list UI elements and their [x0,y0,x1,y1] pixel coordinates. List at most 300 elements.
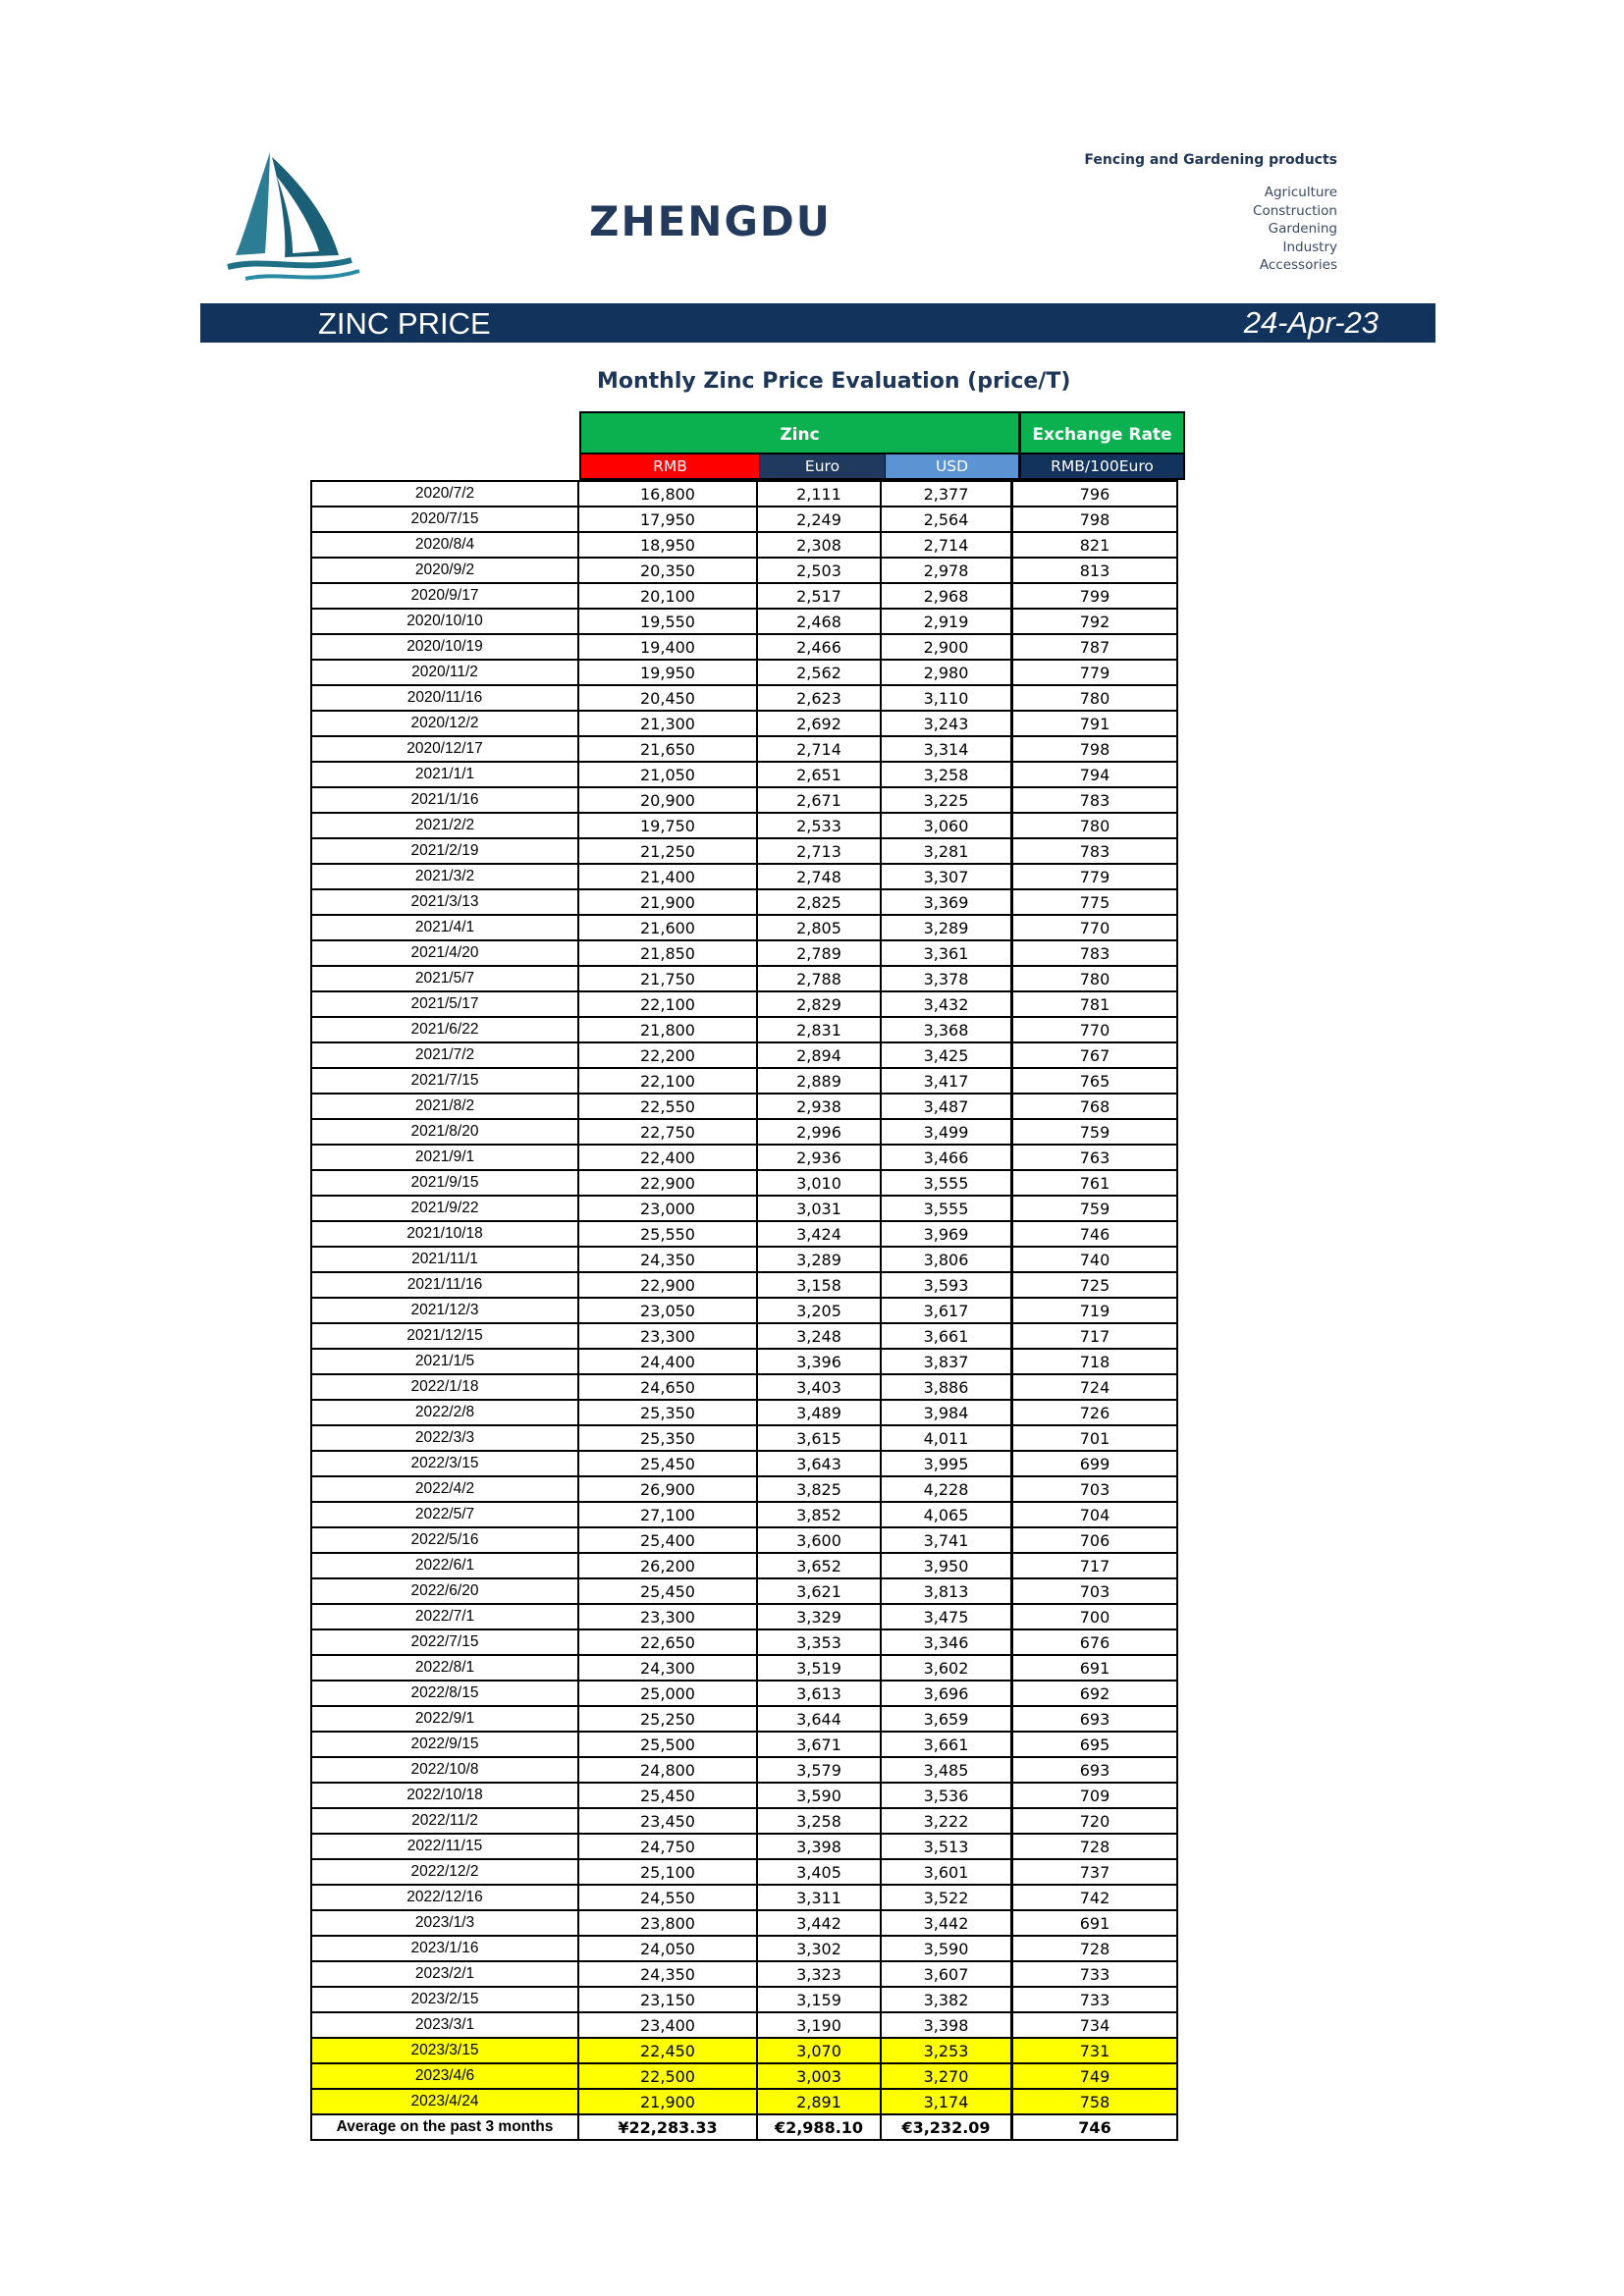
euro-cell: 3,323 [757,1961,881,1987]
rate-cell: 780 [1012,813,1178,838]
euro-cell: 3,671 [757,1732,881,1757]
sailboat-logo-icon [226,147,363,290]
category-item: Agriculture [1264,185,1337,200]
euro-cell: 3,644 [757,1706,881,1732]
euro-cell: 3,329 [757,1604,881,1629]
rate-cell: 759 [1012,1119,1178,1145]
usd-cell: 3,741 [881,1527,1012,1553]
table-row [311,1119,1177,1145]
date-cell: 2022/12/16 [311,1885,578,1910]
euro-cell: 2,111 [757,481,881,507]
rmb-column-header: RMB [579,454,760,480]
usd-cell: 3,659 [881,1706,1012,1732]
date-cell: 2021/2/2 [311,813,578,838]
date-cell: 2021/7/15 [311,1068,578,1094]
table-row [311,1323,1177,1349]
date-cell: 2022/8/1 [311,1655,578,1681]
usd-cell: 3,602 [881,1655,1012,1681]
date-cell: 2021/5/17 [311,991,578,1017]
date-cell: 2023/1/3 [311,1910,578,1936]
date-cell: 2021/7/2 [311,1042,578,1068]
date-cell: 2021/12/15 [311,1323,578,1349]
table-row [311,1145,1177,1170]
rate-cell: 720 [1012,1808,1178,1834]
rate-cell: 783 [1012,940,1178,966]
euro-cell: 3,590 [757,1783,881,1808]
rate-cell: 725 [1012,1272,1178,1298]
euro-cell: 3,424 [757,1221,881,1247]
rmb-cell: 19,750 [578,813,757,838]
usd-cell: 4,228 [881,1476,1012,1502]
rmb-cell: 21,900 [578,889,757,915]
table-row [311,1068,1177,1094]
rate-cell: 731 [1012,2038,1178,2063]
category-item: Accessories [1259,257,1337,274]
table-row [311,1042,1177,1068]
rate-cell: 767 [1012,1042,1178,1068]
rmb-cell: 23,400 [578,2012,757,2038]
exchange-rate-group-header: Exchange Rate [1018,411,1185,454]
usd-cell: 3,590 [881,1936,1012,1961]
usd-cell: 3,813 [881,1578,1012,1604]
usd-cell: 3,289 [881,915,1012,940]
euro-cell: 2,692 [757,711,881,736]
table-row [311,1706,1177,1732]
euro-cell: 2,789 [757,940,881,966]
euro-cell: 3,613 [757,1681,881,1706]
table-row [311,1553,1177,1578]
rmb-cell: 23,450 [578,1808,757,1834]
rmb-cell: 22,550 [578,1094,757,1119]
rate-cell: 783 [1012,838,1178,864]
rmb-cell: 23,300 [578,1323,757,1349]
rate-cell: 703 [1012,1578,1178,1604]
usd-cell: 3,442 [881,1910,1012,1936]
rmb-cell: 21,750 [578,966,757,991]
usd-cell: 2,968 [881,583,1012,609]
date-cell: 2021/10/18 [311,1221,578,1247]
table-row [311,1298,1177,1323]
table-row [311,1502,1177,1527]
euro-cell: 2,805 [757,915,881,940]
usd-cell: 3,346 [881,1629,1012,1655]
rate-cell: 704 [1012,1502,1178,1527]
table-row [311,660,1177,685]
date-cell: 2021/3/13 [311,889,578,915]
date-cell: 2020/10/10 [311,609,578,634]
date-cell: 2022/10/8 [311,1757,578,1783]
rmb-cell: 19,550 [578,609,757,634]
rate-cell: 749 [1012,2063,1178,2089]
euro-cell: 3,070 [757,2038,881,2063]
euro-cell: 3,302 [757,1936,881,1961]
rmb-cell: 21,300 [578,711,757,736]
table-row [311,685,1177,711]
usd-cell: 3,253 [881,2038,1012,2063]
rate-cell: 775 [1012,889,1178,915]
table-row [311,481,1177,507]
rate-cell: 779 [1012,864,1178,889]
euro-cell: 3,396 [757,1349,881,1374]
euro-cell: 3,600 [757,1527,881,1553]
euro-cell: 3,353 [757,1629,881,1655]
date-cell: 2021/1/5 [311,1349,578,1374]
rmb-cell: 24,300 [578,1655,757,1681]
table-row [311,1451,1177,1476]
rmb-cell: 22,450 [578,2038,757,2063]
usd-cell: 3,485 [881,1757,1012,1783]
rmb-cell: 25,400 [578,1527,757,1553]
usd-cell: 4,065 [881,1502,1012,1527]
rate-cell: 700 [1012,1604,1178,1629]
date-cell: 2020/12/2 [311,711,578,736]
table-row [311,864,1177,889]
euro-cell: 3,258 [757,1808,881,1834]
table-row [311,991,1177,1017]
date-cell: 2020/11/2 [311,660,578,685]
table-row [311,915,1177,940]
euro-cell: 2,671 [757,787,881,813]
usd-cell: 3,837 [881,1349,1012,1374]
date-cell: 2023/1/16 [311,1936,578,1961]
table-row [311,2038,1177,2063]
rate-cell: 740 [1012,1247,1178,1272]
average-row [311,2114,1177,2140]
rmb-cell: 22,400 [578,1145,757,1170]
rate-cell: 718 [1012,1349,1178,1374]
table-row [311,1961,1177,1987]
rmb-cell: 23,150 [578,1987,757,2012]
rmb-cell: 21,250 [578,838,757,864]
table-row [311,1885,1177,1910]
rate-cell: 781 [1012,991,1178,1017]
euro-cell: 3,289 [757,1247,881,1272]
euro-cell: 3,579 [757,1757,881,1783]
usd-cell: 2,919 [881,609,1012,634]
usd-cell: 3,487 [881,1094,1012,1119]
date-cell: 2021/9/22 [311,1196,578,1221]
rate-cell: 701 [1012,1425,1178,1451]
euro-cell: 2,825 [757,889,881,915]
table-row [311,1247,1177,1272]
rmb-cell: 20,450 [578,685,757,711]
rate-cell: 759 [1012,1196,1178,1221]
date-cell: 2022/9/15 [311,1732,578,1757]
euro-cell: 3,442 [757,1910,881,1936]
date-cell: 2020/10/19 [311,634,578,660]
date-cell: 2021/9/15 [311,1170,578,1196]
rate-cell: 798 [1012,736,1178,762]
table-row [311,1425,1177,1451]
header-right [1084,152,1337,275]
rate-cell: 693 [1012,1706,1178,1732]
euro-cell: 3,405 [757,1859,881,1885]
rmb-cell: 25,250 [578,1706,757,1732]
usd-cell: 3,607 [881,1961,1012,1987]
rmb-cell: 25,350 [578,1400,757,1425]
table-row [311,1732,1177,1757]
usd-cell: 3,270 [881,2063,1012,2089]
rmb-cell: 19,950 [578,660,757,685]
rmb-cell: 21,400 [578,864,757,889]
date-cell: 2022/6/20 [311,1578,578,1604]
usd-cell: 3,060 [881,813,1012,838]
rmb-cell: 24,400 [578,1349,757,1374]
category-item: Industry [1282,239,1337,255]
date-cell: 2021/2/19 [311,838,578,864]
company-name: ZHENGDU [589,197,832,245]
table-row [311,1527,1177,1553]
euro-cell: 2,651 [757,762,881,787]
euro-cell: 3,158 [757,1272,881,1298]
date-cell: 2021/8/20 [311,1119,578,1145]
euro-cell: 2,831 [757,1017,881,1042]
table-row [311,634,1177,660]
table-row [311,2089,1177,2114]
rate-cell: 692 [1012,1681,1178,1706]
usd-cell: 3,369 [881,889,1012,915]
euro-cell: 2,468 [757,609,881,634]
rate-cell: 676 [1012,1629,1178,1655]
rmb-cell: 27,100 [578,1502,757,1527]
usd-cell: 3,110 [881,685,1012,711]
date-cell: 2022/4/2 [311,1476,578,1502]
usd-cell: 3,243 [881,711,1012,736]
date-cell: 2023/4/24 [311,2089,578,2114]
euro-cell: 3,031 [757,1196,881,1221]
rmb-cell: 23,800 [578,1910,757,1936]
usd-cell: 3,174 [881,2089,1012,2114]
table-row [311,1834,1177,1859]
euro-cell: 3,615 [757,1425,881,1451]
rate-cell: 691 [1012,1655,1178,1681]
rate-cell: 779 [1012,660,1178,685]
table-row [311,1859,1177,1885]
rate-cell: 791 [1012,711,1178,736]
euro-cell: 3,159 [757,1987,881,2012]
usd-cell: 2,377 [881,481,1012,507]
rmb-cell: 20,900 [578,787,757,813]
table-row [311,1017,1177,1042]
usd-cell: 2,900 [881,634,1012,660]
rmb-cell: 25,550 [578,1221,757,1247]
zinc-group-header: Zinc [579,411,1018,454]
rmb-cell: 25,450 [578,1578,757,1604]
rate-cell: 813 [1012,558,1178,583]
rmb-cell: 25,350 [578,1425,757,1451]
date-cell: 2020/12/17 [311,736,578,762]
euro-cell: 3,403 [757,1374,881,1400]
table-row [311,1808,1177,1834]
euro-cell: 3,489 [757,1400,881,1425]
usd-cell: 3,555 [881,1196,1012,1221]
rate-cell: 706 [1012,1527,1178,1553]
date-cell: 2022/7/15 [311,1629,578,1655]
table-row [311,2012,1177,2038]
rate-cell: 699 [1012,1451,1178,1476]
date-cell: 2020/7/15 [311,507,578,532]
rate-cell: 770 [1012,1017,1178,1042]
usd-cell: 3,536 [881,1783,1012,1808]
usd-cell: 3,555 [881,1170,1012,1196]
euro-cell: 2,308 [757,532,881,558]
table-row [311,711,1177,736]
usd-cell: 3,382 [881,1987,1012,2012]
euro-cell: 2,713 [757,838,881,864]
average-usd: €3,232.09 [881,2114,1012,2140]
rmb-cell: 22,650 [578,1629,757,1655]
average-euro: €2,988.10 [757,2114,881,2140]
usd-cell: 3,661 [881,1323,1012,1349]
rate-cell: 695 [1012,1732,1178,1757]
table-row [311,2063,1177,2089]
rmb-cell: 22,100 [578,991,757,1017]
euro-cell: 2,996 [757,1119,881,1145]
rmb-cell: 25,450 [578,1451,757,1476]
euro-cell: 2,249 [757,507,881,532]
date-cell: 2021/3/2 [311,864,578,889]
rmb-cell: 21,800 [578,1017,757,1042]
usd-cell: 3,417 [881,1068,1012,1094]
euro-cell: 3,010 [757,1170,881,1196]
usd-cell: 3,432 [881,991,1012,1017]
date-cell: 2021/9/1 [311,1145,578,1170]
rmb-cell: 24,800 [578,1757,757,1783]
usd-cell: 3,281 [881,838,1012,864]
usd-cell: 2,978 [881,558,1012,583]
table-row [311,583,1177,609]
date-cell: 2021/8/2 [311,1094,578,1119]
euro-cell: 2,562 [757,660,881,685]
table-row [311,736,1177,762]
rmb-cell: 18,950 [578,532,757,558]
rmb-cell: 24,350 [578,1961,757,1987]
rmb-cell: 25,450 [578,1783,757,1808]
euro-cell: 2,623 [757,685,881,711]
date-cell: 2021/6/22 [311,1017,578,1042]
euro-cell: 3,852 [757,1502,881,1527]
rmb-cell: 21,600 [578,915,757,940]
usd-cell: 3,314 [881,736,1012,762]
date-cell: 2022/5/16 [311,1527,578,1553]
category-list [1084,184,1337,275]
table-row [311,609,1177,634]
euro-cell: 3,398 [757,1834,881,1859]
date-cell: 2022/7/1 [311,1604,578,1629]
date-cell: 2023/3/15 [311,2038,578,2063]
rate-cell: 691 [1012,1910,1178,1936]
usd-cell: 3,950 [881,1553,1012,1578]
table-row [311,532,1177,558]
usd-cell: 2,714 [881,532,1012,558]
euro-cell: 2,891 [757,2089,881,2114]
date-cell: 2020/9/2 [311,558,578,583]
usd-cell: 3,361 [881,940,1012,966]
rate-cell: 733 [1012,1987,1178,2012]
rmb-cell: 24,650 [578,1374,757,1400]
euro-column-header: Euro [760,454,886,480]
table-row [311,1476,1177,1502]
usd-cell: 3,617 [881,1298,1012,1323]
rate-cell: 783 [1012,787,1178,813]
usd-cell: 3,368 [881,1017,1012,1042]
date-cell: 2023/2/15 [311,1987,578,2012]
usd-cell: 3,225 [881,787,1012,813]
euro-cell: 3,311 [757,1885,881,1910]
table-row [311,1272,1177,1298]
rmb-cell: 22,750 [578,1119,757,1145]
usd-cell: 2,564 [881,507,1012,532]
usd-cell: 3,378 [881,966,1012,991]
usd-cell: 3,593 [881,1272,1012,1298]
euro-cell: 2,889 [757,1068,881,1094]
table-row [311,1987,1177,2012]
date-cell: 2022/2/8 [311,1400,578,1425]
table-row [311,889,1177,915]
rate-cell: 737 [1012,1859,1178,1885]
rate-cell: 787 [1012,634,1178,660]
date-cell: 2022/11/15 [311,1834,578,1859]
rmb-cell: 23,050 [578,1298,757,1323]
rmb-cell: 22,900 [578,1272,757,1298]
table-subtitle: Monthly Zinc Price Evaluation (price/T) [597,369,1071,394]
date-cell: 2022/8/15 [311,1681,578,1706]
rate-cell: 768 [1012,1094,1178,1119]
rate-cell: 742 [1012,1885,1178,1910]
rate-cell: 821 [1012,532,1178,558]
rate-cell: 799 [1012,583,1178,609]
usd-cell: 3,499 [881,1119,1012,1145]
usd-cell: 3,522 [881,1885,1012,1910]
euro-cell: 3,643 [757,1451,881,1476]
rmb-cell: 25,000 [578,1681,757,1706]
usd-cell: 3,661 [881,1732,1012,1757]
rate-cell: 733 [1012,1961,1178,1987]
table-row [311,1374,1177,1400]
zinc-price-table [310,480,1178,2141]
rate-cell: 717 [1012,1553,1178,1578]
table-row [311,940,1177,966]
rmb-cell: 24,050 [578,1936,757,1961]
rate-cell: 794 [1012,762,1178,787]
rate-cell: 703 [1012,1476,1178,1502]
table-row [311,507,1177,532]
euro-cell: 2,829 [757,991,881,1017]
rate-cell: 761 [1012,1170,1178,1196]
usd-cell: 3,696 [881,1681,1012,1706]
rmb-cell: 22,500 [578,2063,757,2089]
rmb-cell: 21,850 [578,940,757,966]
usd-cell: 3,475 [881,1604,1012,1629]
usd-cell: 3,307 [881,864,1012,889]
rmb-cell: 26,900 [578,1476,757,1502]
date-cell: 2022/9/1 [311,1706,578,1732]
usd-cell: 3,425 [881,1042,1012,1068]
rmb-cell: 24,350 [578,1247,757,1272]
table-row [311,1910,1177,1936]
average-label: Average on the past 3 months [311,2114,578,2140]
date-cell: 2021/12/3 [311,1298,578,1323]
rate-cell: 746 [1012,1221,1178,1247]
date-cell: 2022/12/2 [311,1859,578,1885]
table-row [311,1604,1177,1629]
rmb-cell: 26,200 [578,1553,757,1578]
rmb-cell: 21,650 [578,736,757,762]
banner-title: ZINC PRICE [318,306,491,341]
average-rmb: ¥22,283.33 [578,2114,757,2140]
table-row [311,1655,1177,1681]
date-cell: 2023/4/6 [311,2063,578,2089]
